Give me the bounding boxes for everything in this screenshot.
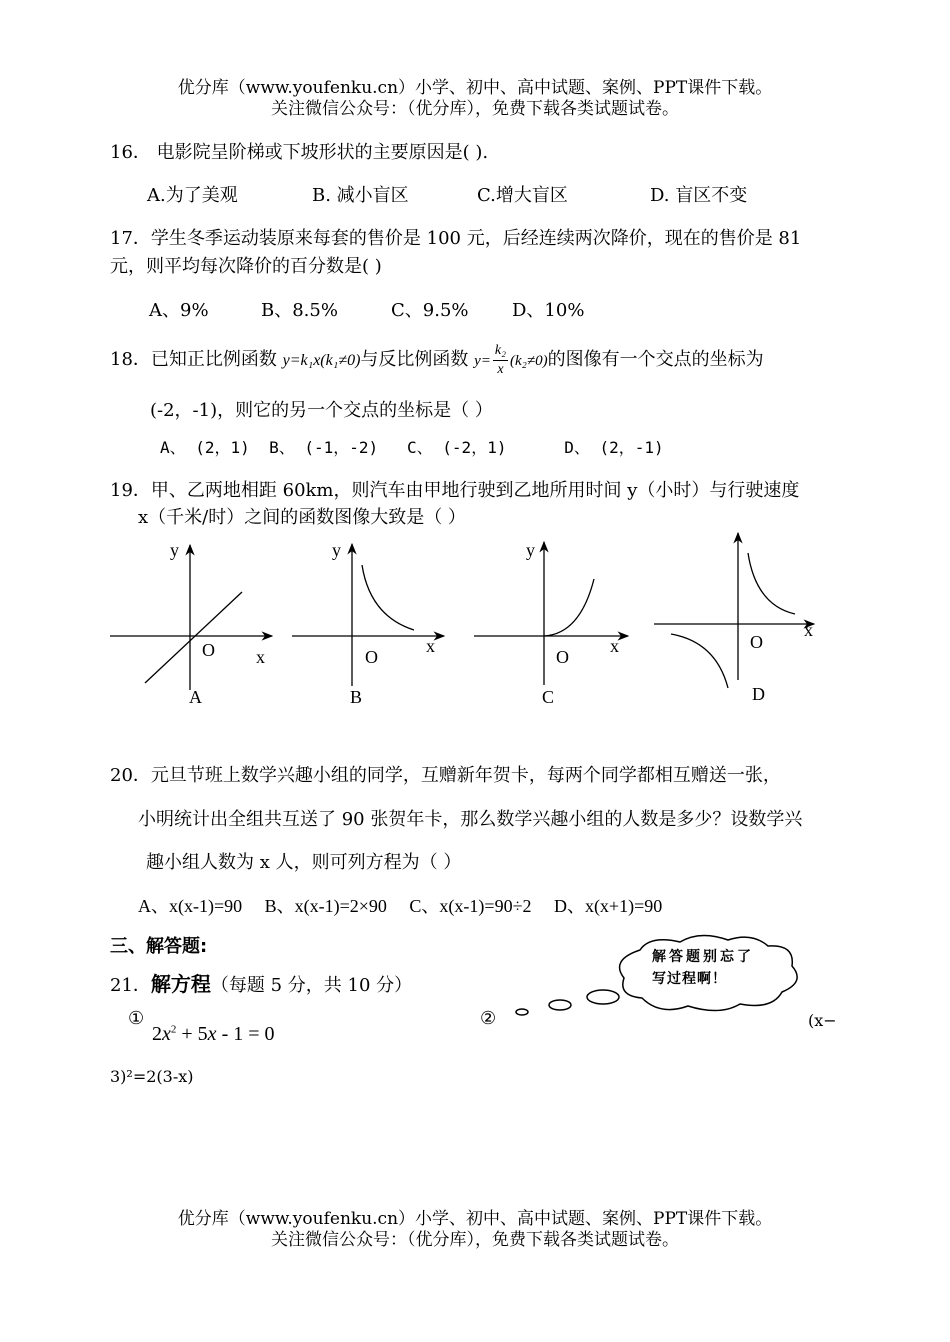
- q17-option-b: B、8.5%: [261, 300, 338, 321]
- q19-line-2: x（千米/时）之间的函数图像大致是（ ）: [138, 507, 466, 528]
- q21-part2-continuation: 3)²=2(3-x): [110, 1067, 194, 1086]
- graph-b-y-label: y: [332, 540, 341, 560]
- q18-options: A、 (2，1) B、 (-1，-2) C、 (-2，1) D、 (2，-1): [160, 438, 664, 457]
- q18-line-2: (-2，-1)，则它的另一个交点的坐标是（ ）: [150, 400, 493, 421]
- graph-b-x-label: x: [426, 636, 435, 656]
- graph-d: [654, 533, 814, 704]
- graph-c: [474, 540, 628, 707]
- graph-b-origin: O: [365, 647, 378, 667]
- section-3-title: 三、解答题:: [110, 936, 208, 957]
- q20-line-2: 小明统计出全组共互送了 90 张贺年卡，那么数学兴趣小组的人数是多少？设数学兴: [138, 809, 803, 830]
- graph-d-curve-lower: [671, 634, 728, 688]
- graph-a-y-label: y: [170, 540, 179, 560]
- q21-part1-marker: ①: [128, 1008, 145, 1029]
- bubble-text-line-2: 写过程啊！: [652, 971, 727, 987]
- q17-line-1: 17．学生冬季运动装原来每套的售价是 100 元，后经连续两次降价，现在的售价是 81: [110, 228, 802, 249]
- q16-option-b: B. 减小盲区: [312, 185, 409, 206]
- graph-a-origin: O: [202, 640, 215, 660]
- q16-option-a: A.为了美观: [147, 185, 238, 206]
- graph-c-x-label: x: [610, 636, 619, 656]
- q18-suffix: 的图像有一个交点的坐标为: [547, 349, 764, 370]
- q21-part2-marker: ②: [480, 1008, 497, 1029]
- graph-d-curve-upper: [748, 553, 795, 614]
- graph-a-x-label: x: [256, 647, 265, 667]
- graph-b-label: B: [350, 687, 363, 707]
- q18-mid: 与反比例函数: [360, 349, 475, 370]
- q16-option-c: C.增大盲区: [477, 185, 568, 206]
- graph-a-label: A: [189, 687, 202, 707]
- graph-c-origin: O: [556, 647, 569, 667]
- q21-part2-start: (x−: [808, 1011, 837, 1030]
- q20-line-3: 趣小组人数为 x 人，则可列方程为（ ）: [146, 852, 462, 873]
- graph-c-label: C: [542, 687, 555, 707]
- q20-line-1: 20．元旦节班上数学兴趣小组的同学，互赠新年贺卡，每两个同学都相互赠送一张，: [110, 765, 781, 786]
- graph-d-x-label: x: [804, 620, 813, 640]
- graph-c-curve: [544, 579, 594, 636]
- q16-text: 16． 电影院呈阶梯或下坡形状的主要原因是( ).: [110, 142, 489, 163]
- graph-c-y-label: y: [526, 540, 535, 560]
- bubble-dot-small: [516, 1009, 528, 1015]
- q21-bold-title: 解方程: [150, 972, 211, 996]
- q21-rest: （每题 5 分，共 10 分）: [210, 975, 413, 996]
- footer-line-1: 优分库（www.youfenku.cn）小学、初中、高中试题、案例、PPT课件下载。: [177, 1209, 773, 1229]
- q18-eq2-lhs: y=: [474, 353, 491, 369]
- graph-d-label: D: [752, 684, 765, 704]
- q18-frac-num: k₂: [493, 342, 508, 361]
- bubble-dot-large: [587, 990, 619, 1004]
- footer-line-2: 关注微信公众号：（优分库），免费下载各类试题试卷。: [271, 1230, 679, 1250]
- graph-a-curve: [145, 592, 242, 683]
- bubble-text-line-1: 解答题别忘了: [652, 949, 754, 965]
- q16-option-d: D. 盲区不变: [650, 185, 748, 206]
- q20-options: A、x(x-1)=90 B、x(x-1)=2×90 C、x(x-1)=90÷2 D、x(x+1)=90: [138, 896, 663, 916]
- graph-b: [292, 540, 444, 707]
- header-line-1: 优分库（www.youfenku.cn）小学、初中、高中试题、案例、PPT课件下载。: [177, 78, 773, 98]
- q18-prefix: 18．已知正比例函数: [110, 349, 283, 370]
- q18-eq1: y=k₁x(k₁≠0): [282, 352, 361, 369]
- q21-part1-equation: $2x^2 + 5x - 1 = 0$: [152, 1023, 275, 1045]
- graph-a: [110, 540, 272, 707]
- q21-number: 21．: [110, 975, 151, 996]
- header-line-2: 关注微信公众号：（优分库），免费下载各类试题试卷。: [271, 99, 679, 119]
- q17-option-d: D、10%: [512, 300, 585, 321]
- q21-heading: [110, 968, 412, 997]
- bubble-dot-medium: [549, 1000, 571, 1010]
- q17-option-c: C、9.5%: [391, 300, 469, 321]
- graph-d-origin: O: [750, 632, 763, 652]
- q18-eq2-cond: (k₂≠0): [510, 353, 548, 369]
- q17-option-a: A、9%: [149, 300, 209, 321]
- q18-frac-den: x: [497, 361, 504, 377]
- graph-b-curve: [362, 565, 414, 630]
- q19-line-1: 19．甲、乙两地相距 60km，则汽车由甲地行驶到乙地所用时间 y（小时）与行驶速度: [110, 480, 800, 501]
- q17-line-2: 元，则平均每次降价的百分数是( ): [110, 256, 382, 277]
